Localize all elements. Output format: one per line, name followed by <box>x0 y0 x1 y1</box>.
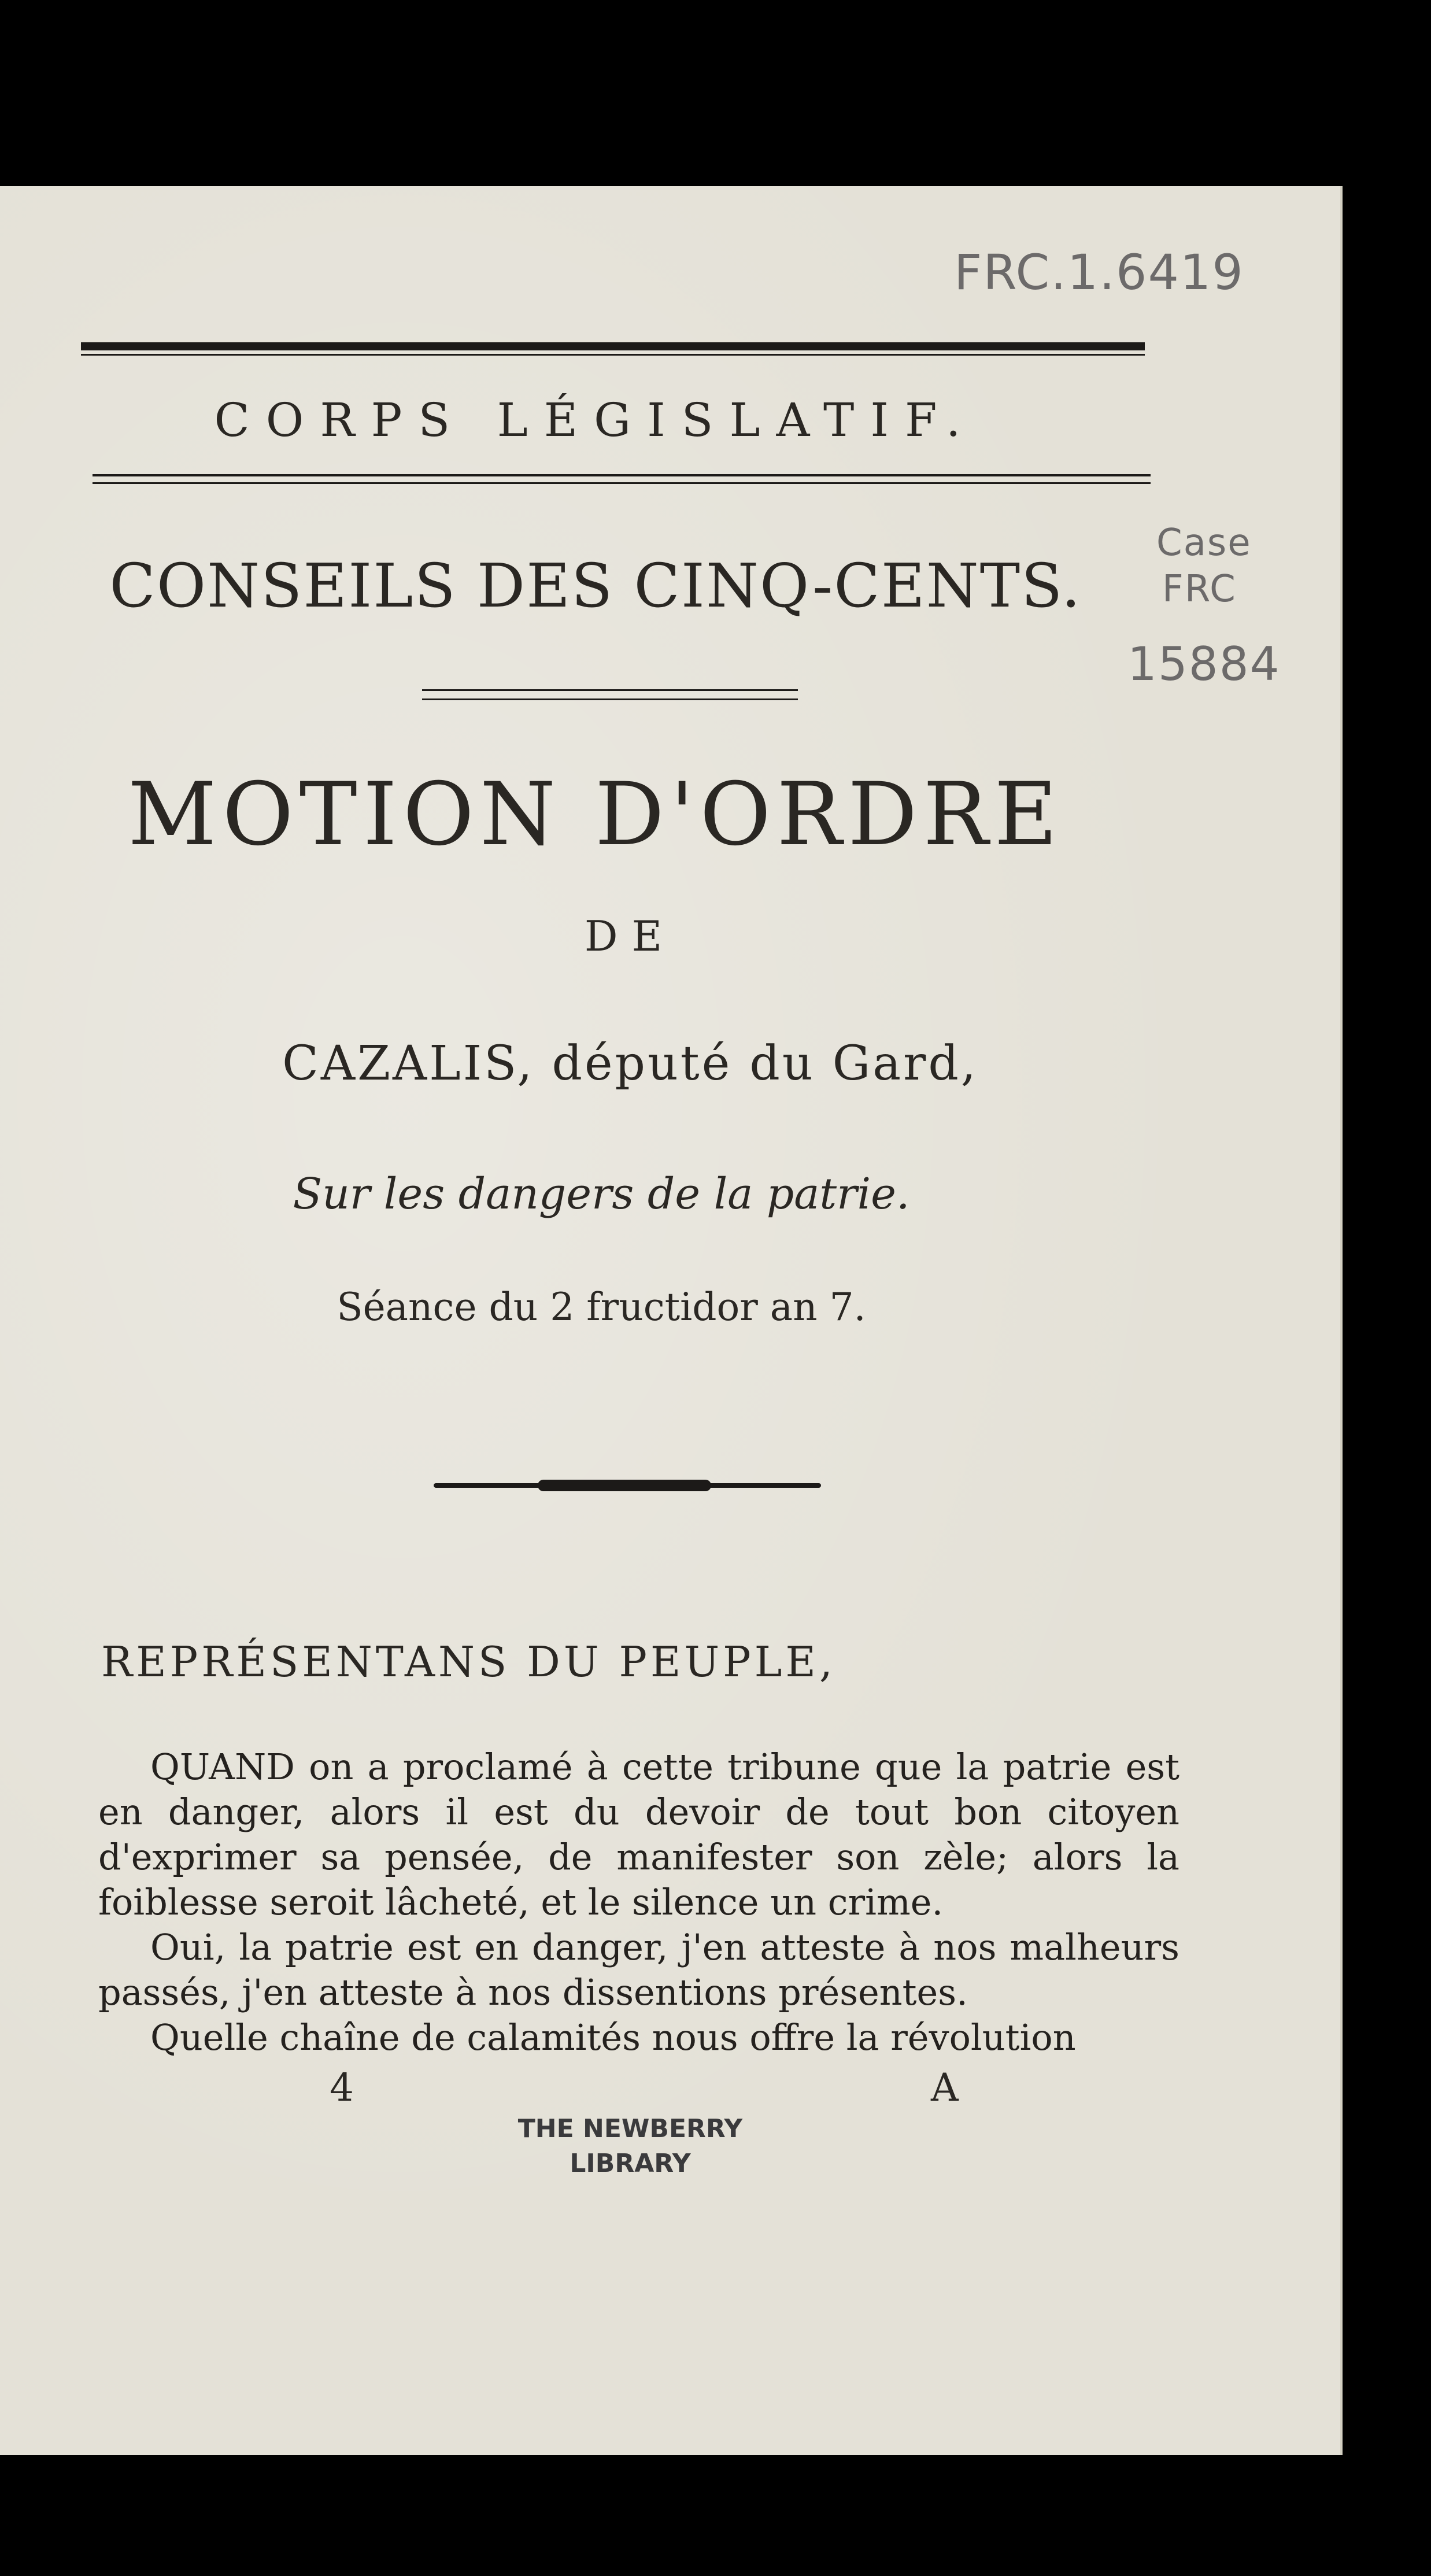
corps-legislatif-heading: CORPS LÉGISLATIF. <box>214 393 977 447</box>
shelfmark-side-case: Case <box>1156 522 1252 564</box>
stamp-line-2: LIBRARY <box>570 2149 691 2178</box>
shelfmark-side-number: 15884 <box>1127 637 1281 691</box>
paragraph-3: Quelle chaîne de calamités nous offre la révolution <box>150 2016 1076 2058</box>
signature-number: 4 <box>330 2065 354 2110</box>
de-line: DE <box>584 912 676 960</box>
paragraph-1: QUAND on a proclamé à cette tribune que la patrie est en danger, alors il est du devoir de tout bon citoyen d'exprimer sa pensée, de manifester son zèle; alors la foiblesse seroit lâcheté, et le silence un crime. <box>98 1746 1179 1923</box>
conseils-heading: CONSEILS DES CINQ-CENTS. <box>109 550 1082 621</box>
seance-line: Séance du 2 fructidor an 7. <box>337 1285 866 1329</box>
ornamental-rule-center <box>538 1480 711 1491</box>
author-line: CAZALIS, député du Gard, <box>282 1036 978 1091</box>
small-rule-1 <box>422 689 798 691</box>
shelfmark-top: FRC.1.6419 <box>954 244 1244 301</box>
stamp-line-1: THE NEWBERRY <box>517 2114 743 2143</box>
shelfmark-side-frc: FRC <box>1162 568 1237 611</box>
document-page <box>0 186 1343 2455</box>
subject-line: Sur les dangers de la patrie. <box>293 1169 910 1219</box>
salutation: REPRÉSENTANS DU PEUPLE, <box>101 1638 836 1686</box>
top-thin-rule <box>81 354 1145 356</box>
body-text <box>98 1745 1179 2060</box>
paragraph-2: Oui, la patrie est en danger, j'en atteste à nos malheurs passés, j'en atteste à nos dissentions présentes. <box>98 1926 1179 2013</box>
mid-rule-2 <box>93 482 1151 484</box>
signature-letter: A <box>931 2065 959 2110</box>
top-thick-rule <box>81 342 1145 350</box>
small-rule-2 <box>422 698 798 700</box>
motion-title: MOTION D'ORDRE <box>128 764 1063 865</box>
mid-rule-1 <box>93 474 1151 476</box>
library-stamp <box>509 2112 752 2181</box>
